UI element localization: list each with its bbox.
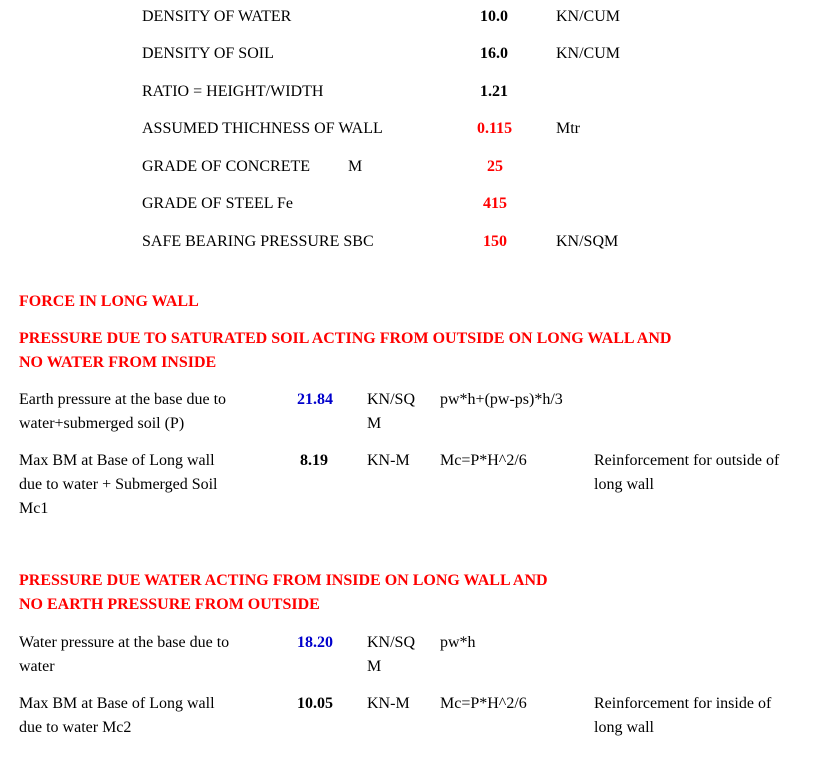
param-value-wall-thickness: 0.115 (477, 120, 513, 137)
row-desc-line2: water+submerged soil (P) (19, 415, 185, 432)
section2-heading-line1: PRESSURE DUE WATER ACTING FROM INSIDE ON LONG WALL AND (19, 572, 548, 589)
param-label-sbc: SAFE BEARING PRESSURE SBC (142, 233, 374, 250)
row-unit-line1: KN-M (367, 452, 410, 469)
row-note-line2: long wall (594, 719, 654, 736)
row-unit-line1: KN/SQ (367, 634, 416, 651)
row-formula: Mc=P*H^2/6 (440, 695, 527, 712)
row-unit-line1: KN-M (367, 695, 410, 712)
row-unit-line1: KN/SQ (367, 391, 416, 408)
param-value-density-water: 10.0 (480, 8, 508, 25)
row-formula: Mc=P*H^2/6 (440, 452, 527, 469)
row-value: 10.05 (297, 695, 333, 712)
param-label-wall-thickness: ASSUMED THICHNESS OF WALL (142, 120, 383, 137)
row-note-line1: Reinforcement for outside of (594, 452, 780, 469)
section2-heading-line2: NO EARTH PRESSURE FROM OUTSIDE (19, 596, 320, 613)
row-desc-line1: Earth pressure at the base due to (19, 391, 227, 408)
param-label-steel-grade: GRADE OF STEEL Fe (142, 195, 293, 212)
section-title-force-long-wall: FORCE IN LONG WALL (19, 293, 199, 310)
param-value-ratio: 1.21 (480, 83, 508, 100)
row-desc-line2: water (19, 658, 55, 675)
row-note-line2: long wall (594, 476, 654, 493)
param-unit-density-soil: KN/CUM (556, 45, 621, 62)
param-unit-sbc: KN/SQM (556, 233, 619, 250)
row-unit-line2: M (367, 658, 382, 675)
param-unit-density-water: KN/CUM (556, 8, 621, 25)
param-extra-concrete-grade: M (348, 158, 363, 175)
row-value: 18.20 (297, 634, 333, 651)
param-value-sbc: 150 (483, 233, 507, 250)
row-value: 8.19 (300, 452, 328, 469)
param-label-concrete-grade: GRADE OF CONCRETE (142, 158, 311, 175)
row-value: 21.84 (297, 391, 333, 408)
param-label-density-soil: DENSITY OF SOIL (142, 45, 274, 62)
row-desc-line2: due to water Mc2 (19, 719, 132, 736)
row-desc-line2: due to water + Submerged Soil (19, 476, 218, 493)
row-desc-line1: Max BM at Base of Long wall (19, 452, 215, 469)
row-formula: pw*h (440, 634, 476, 651)
row-desc-line1: Max BM at Base of Long wall (19, 695, 215, 712)
row-unit-line2: M (367, 415, 382, 432)
param-label-density-water: DENSITY OF WATER (142, 8, 292, 25)
row-desc-line3: Mc1 (19, 500, 49, 517)
row-formula: pw*h+(pw-ps)*h/3 (440, 391, 563, 408)
row-note-line1: Reinforcement for inside of (594, 695, 772, 712)
section1-heading-line2: NO WATER FROM INSIDE (19, 354, 217, 371)
section1-heading-line1: PRESSURE DUE TO SATURATED SOIL ACTING FROM OUTSIDE ON LONG WALL AND (19, 330, 672, 347)
param-label-ratio: RATIO = HEIGHT/WIDTH (142, 83, 324, 100)
param-value-concrete-grade: 25 (487, 158, 503, 175)
param-unit-wall-thickness: Mtr (556, 120, 580, 137)
param-value-density-soil: 16.0 (480, 45, 508, 62)
param-value-steel-grade: 415 (483, 195, 507, 212)
row-desc-line1: Water pressure at the base due to (19, 634, 230, 651)
